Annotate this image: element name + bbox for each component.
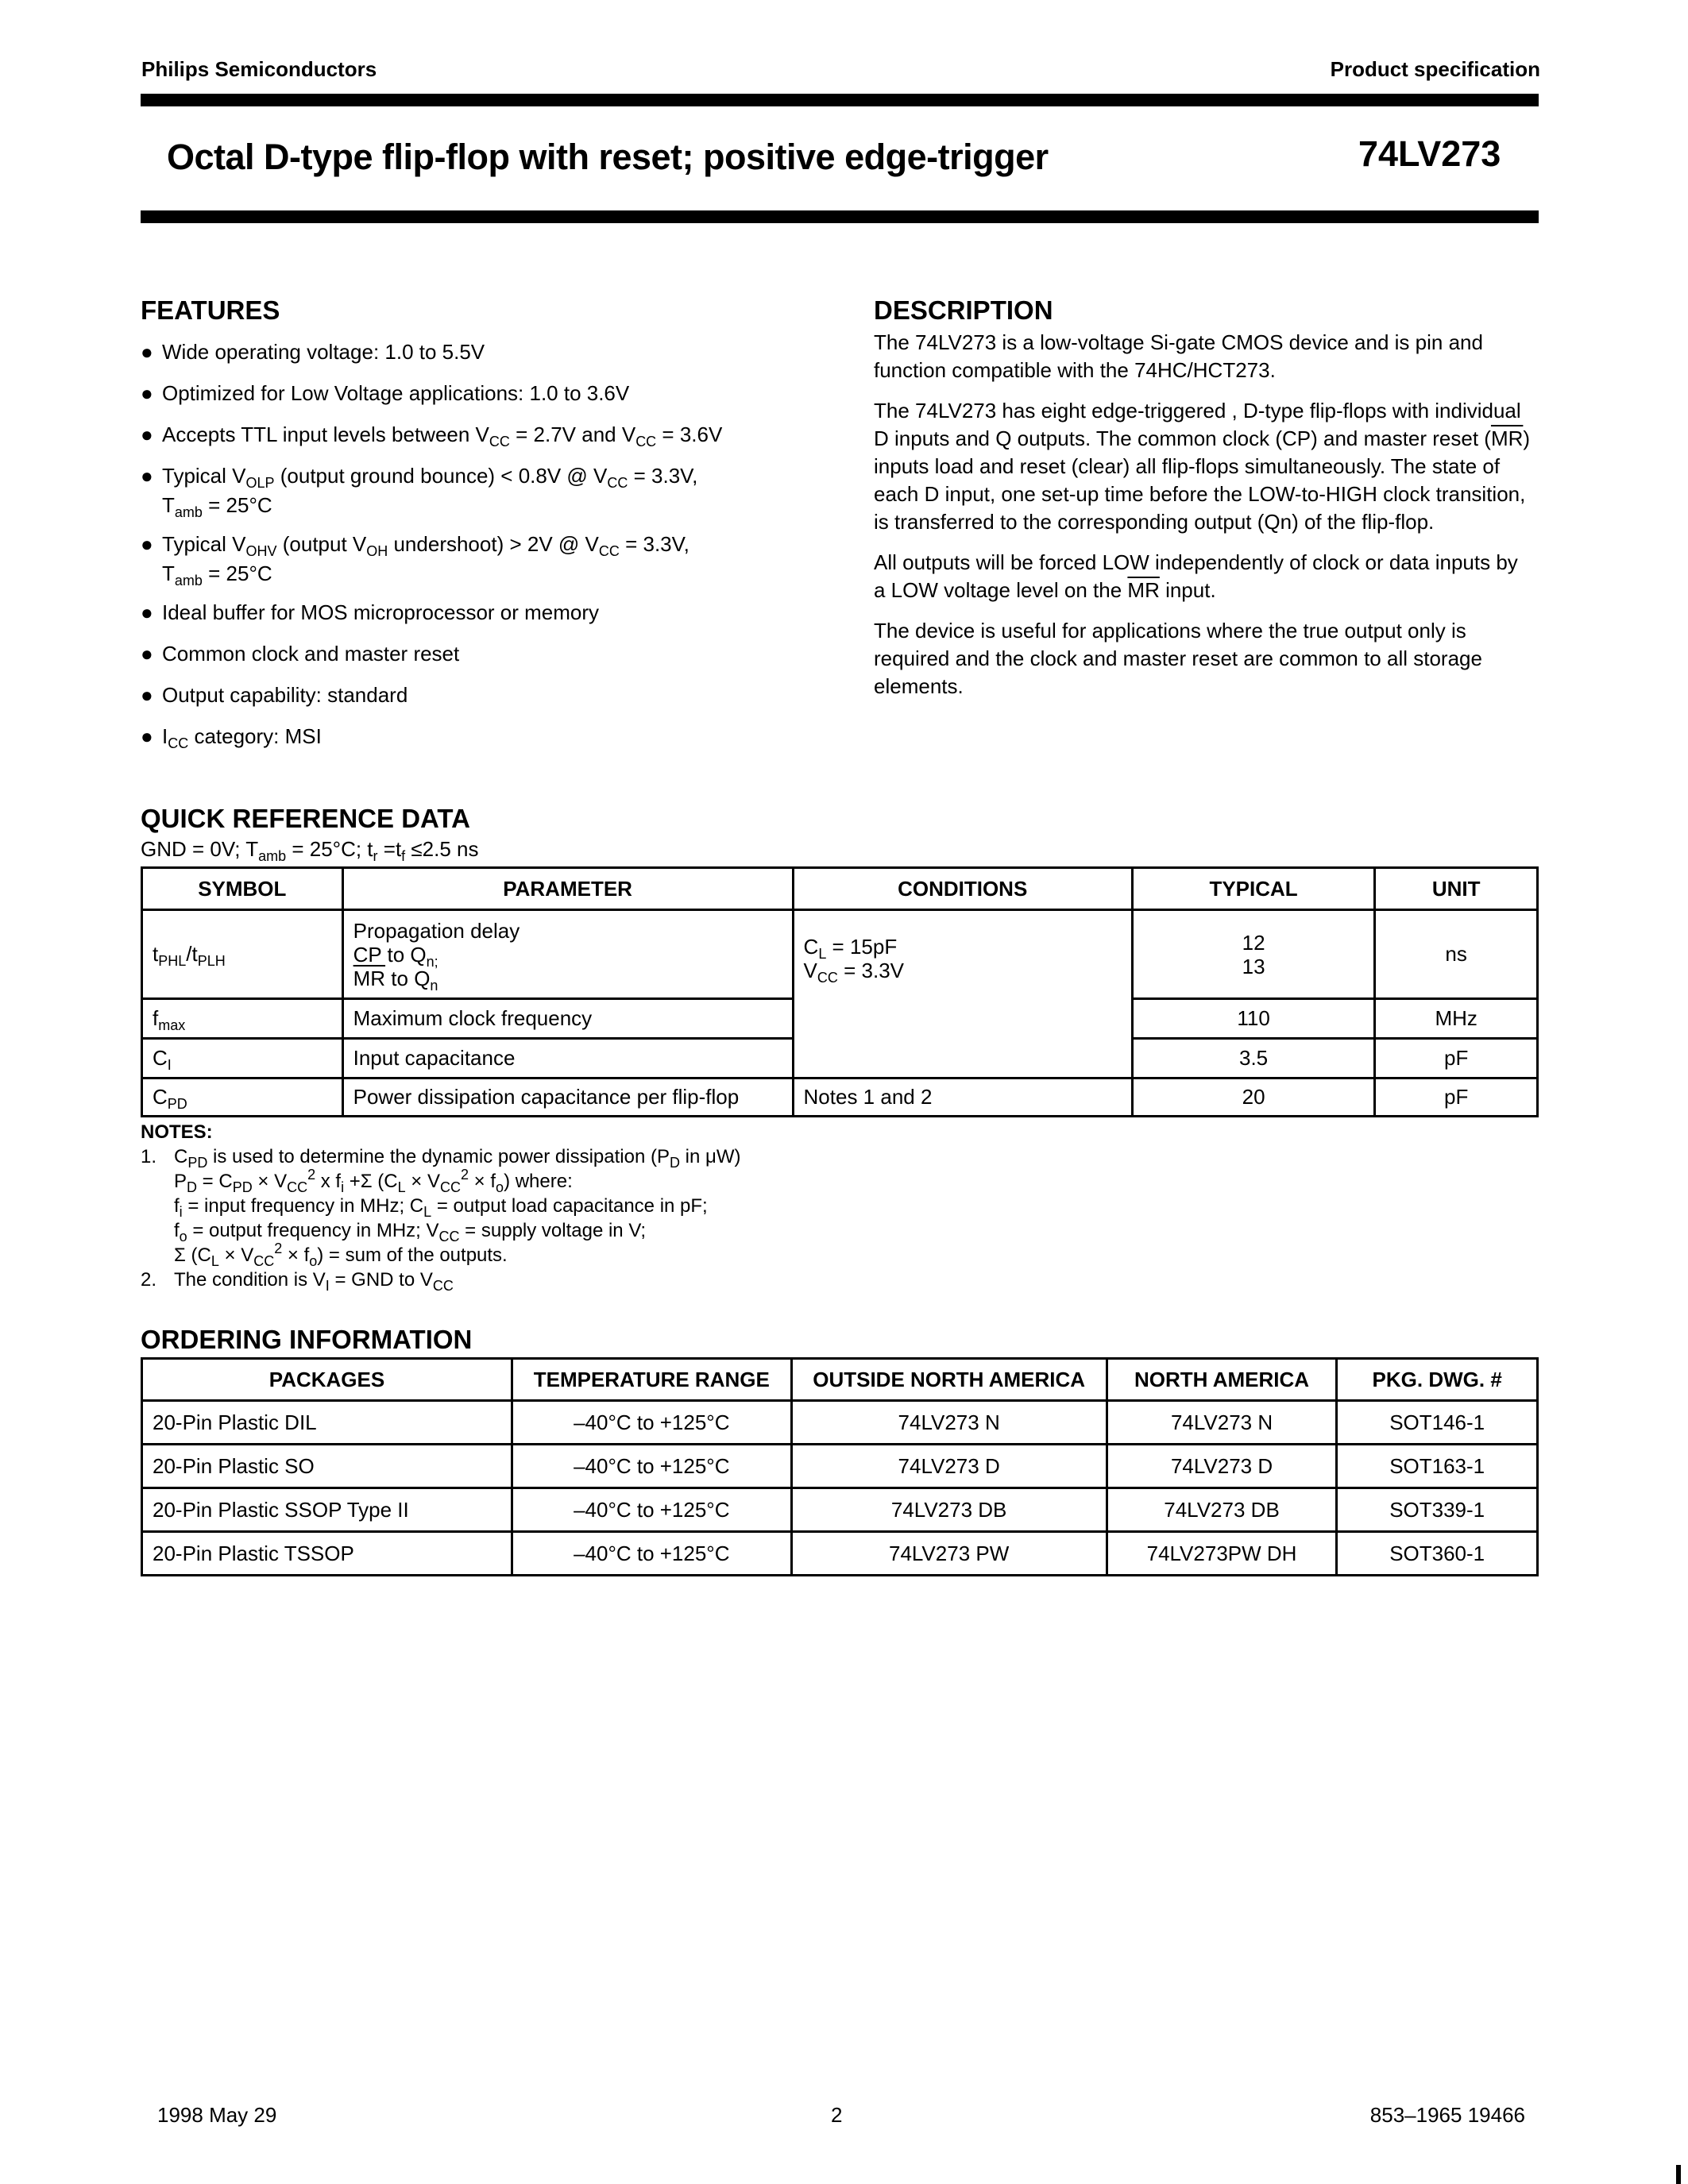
bullet-icon: ● xyxy=(141,423,153,446)
description-paragraph: All outputs will be forced LOW independently of clock or data inputs by a LOW voltage level on the $\overline{MR}$ input. xyxy=(874,550,1518,602)
temperature-cell: –40°C to +125°C xyxy=(512,1401,792,1445)
column-header: PKG. DWG. # xyxy=(1337,1359,1538,1401)
description-body xyxy=(874,329,1533,713)
quick-reference-heading: QUICK REFERENCE DATA xyxy=(141,804,470,833)
table-row xyxy=(142,1078,1538,1117)
table-header-row xyxy=(142,868,1538,910)
temperature-cell: –40°C to +125°C xyxy=(512,1488,792,1532)
package-cell: 20-Pin Plastic DIL xyxy=(142,1401,512,1445)
package-cell: 20-Pin Plastic SO xyxy=(142,1445,512,1488)
column-header: NORTH AMERICA xyxy=(1107,1359,1337,1401)
feature-item: ● Accepts TTL input levels between $V_{CC} = 2.7V$ and $V_{CC} = 3.6V$ xyxy=(141,420,856,450)
feature-item: ● Output capability: standard xyxy=(141,681,856,710)
table-header-row xyxy=(142,1359,1538,1401)
feature-item: ● Wide operating voltage: 1.0 to 5.5V xyxy=(141,338,856,367)
table-row xyxy=(142,1532,1538,1576)
north-america-cell: 74LV273 N xyxy=(1107,1401,1337,1445)
note-item: 1. $C_{PD}$ is used to determine the dynamic power dissipation ($P_D$ in μW) $P_D = C_{PD} \times V_{CC}^2$ x $f_i +\Sigma$ $(C_L \times V_{CC}^2 \times f_o)$ where: $f_i$ = input frequency in MHz; $C_L$ = output load capacitance in pF; $f_o$ = output frequency in MHz; $V_{CC}$ = supply voltage in V; Σ $(C_L \times V_{CC}^2 \times f_o)$ = sum of the outputs. xyxy=(141,1146,741,1269)
symbol-cell: $t_{PHL}/t_{PLH}$ xyxy=(142,910,343,999)
footer-date: 1998 May 29 xyxy=(157,2103,277,2127)
unit-cell: MHz xyxy=(1375,999,1538,1039)
bullet-icon: ● xyxy=(141,381,153,405)
ordering-heading: ORDERING INFORMATION xyxy=(141,1325,473,1354)
features-list xyxy=(141,338,856,763)
package-cell: 20-Pin Plastic TSSOP xyxy=(142,1532,512,1576)
feature-item: ● Typical $V_{OHV}$ (output $V_{OH}$ undershoot) > 2V @ $V_{CC} = 3.3V$, $T_{amb} = 25^\circ C$ xyxy=(141,530,856,588)
parameter-cell: Power dissipation capacitance per flip-flop xyxy=(342,1078,793,1117)
description-paragraph: The 74LV273 is a low-voltage Si-gate CMOS device and is pin and function compatible with the 74HC/HCT273. xyxy=(874,330,1483,382)
company-name: Philips Semiconductors xyxy=(141,57,377,81)
features-heading: FEATURES xyxy=(141,295,280,325)
title-rule xyxy=(141,210,1539,223)
typical-cell: 110 xyxy=(1132,999,1374,1039)
unit-cell: pF xyxy=(1375,1039,1538,1078)
column-header: CONDITIONS xyxy=(793,868,1132,910)
outside-na-cell: 74LV273 D xyxy=(791,1445,1107,1488)
bullet-icon: ● xyxy=(141,464,153,488)
unit-cell: pF xyxy=(1375,1078,1538,1117)
column-header: TEMPERATURE RANGE xyxy=(512,1359,792,1401)
parameter-cell: Propagation delay CP to $Q_{n;}$ $\overline{MR}$ to $Q_n$ xyxy=(342,910,793,999)
table-row xyxy=(142,1445,1538,1488)
crop-mark xyxy=(1676,2165,1681,2184)
column-header: UNIT xyxy=(1375,868,1538,910)
north-america-cell: 74LV273PW DH xyxy=(1107,1532,1337,1576)
table-row xyxy=(142,1488,1538,1532)
quick-reference-conditions: GND = 0V; $T_{amb} = 25^\circ C$; $t_r =t_f \le 2.5$ ns xyxy=(141,837,479,864)
outside-na-cell: 74LV273 PW xyxy=(791,1532,1107,1576)
symbol-cell: $f_{max}$ xyxy=(142,999,343,1039)
symbol-cell: $C_{PD}$ xyxy=(142,1078,343,1117)
bullet-icon: ● xyxy=(141,600,153,624)
note-item: 2. The condition is $V_I$ = GND to $V_{CC}$ xyxy=(141,1269,454,1294)
document-title: Octal D-type flip-flop with reset; positive edge-trigger xyxy=(167,137,1049,177)
pkg-dwg-cell: SOT339-1 xyxy=(1337,1488,1538,1532)
parameter-cell: Input capacitance xyxy=(342,1039,793,1078)
column-header: PACKAGES xyxy=(142,1359,512,1401)
outside-na-cell: 74LV273 N xyxy=(791,1401,1107,1445)
temperature-cell: –40°C to +125°C xyxy=(512,1532,792,1576)
description-heading: DESCRIPTION xyxy=(874,295,1053,325)
typical-cell: 3.5 xyxy=(1132,1039,1374,1078)
package-cell: 20-Pin Plastic SSOP Type II xyxy=(142,1488,512,1532)
part-number: 74LV273 xyxy=(1358,133,1501,174)
conditions-cell: Notes 1 and 2 xyxy=(793,1078,1132,1117)
notes-heading: NOTES: xyxy=(141,1121,213,1143)
symbol-cell: $C_I$ xyxy=(142,1039,343,1078)
column-header: TYPICAL xyxy=(1132,868,1374,910)
temperature-cell: –40°C to +125°C xyxy=(512,1445,792,1488)
typical-cell: 20 xyxy=(1132,1078,1374,1117)
north-america-cell: 74LV273 DB xyxy=(1107,1488,1337,1532)
column-header: OUTSIDE NORTH AMERICA xyxy=(791,1359,1107,1401)
unit-cell: ns xyxy=(1375,910,1538,999)
pkg-dwg-cell: SOT146-1 xyxy=(1337,1401,1538,1445)
page-number: 2 xyxy=(831,2103,843,2127)
conditions-cell: $C_L = 15pF$ $V_{CC} = 3.3V$ xyxy=(793,910,1132,1078)
north-america-cell: 74LV273 D xyxy=(1107,1445,1337,1488)
feature-item: ● Typical $V_{OLP}$ (output ground bounce) < 0.8V @ $V_{CC} = 3.3V$, $T_{amb} = 25^\circ C$ xyxy=(141,461,856,520)
table-row xyxy=(142,1401,1538,1445)
feature-item: ● $I_{CC}$ category: MSI xyxy=(141,722,856,751)
pkg-dwg-cell: SOT163-1 xyxy=(1337,1445,1538,1488)
document-type: Product specification xyxy=(1330,57,1540,81)
header-rule xyxy=(141,94,1539,106)
column-header: PARAMETER xyxy=(342,868,793,910)
feature-item: ● Ideal buffer for MOS microprocessor or memory xyxy=(141,598,856,627)
bullet-icon: ● xyxy=(141,642,153,666)
feature-item: ● Optimized for Low Voltage applications: 1.0 to 3.6V xyxy=(141,379,856,408)
ordering-table xyxy=(141,1357,1539,1576)
notes-block xyxy=(141,1120,935,1292)
bullet-icon: ● xyxy=(141,683,153,707)
feature-item: ● Common clock and master reset xyxy=(141,639,856,669)
pkg-dwg-cell: SOT360-1 xyxy=(1337,1532,1538,1576)
column-header: SYMBOL xyxy=(142,868,343,910)
parameter-cell: Maximum clock frequency xyxy=(342,999,793,1039)
typical-cell: 12 13 xyxy=(1132,910,1374,999)
outside-na-cell: 74LV273 DB xyxy=(791,1488,1107,1532)
bullet-icon: ● xyxy=(141,724,153,748)
bullet-icon: ● xyxy=(141,532,153,556)
quick-reference-table xyxy=(141,866,1539,1117)
table-row xyxy=(142,910,1538,999)
description-paragraph: The 74LV273 has eight edge-triggered , D-type flip-flops with individual D inputs and Q outputs. The common clock (CP) and master reset $(\overline{MR})$ inputs load and reset (clear) all flip-flops simultaneously. The state of each D input, one set-up time before the LOW-to-HIGH clock transition, is transferred to the corresponding output (Qn) of the flip-flop. xyxy=(874,399,1531,534)
description-paragraph: The device is useful for applications where the true output only is required and the clock and master reset are common to all storage elements. xyxy=(874,619,1482,698)
bullet-icon: ● xyxy=(141,340,153,364)
document-number: 853–1965 19466 xyxy=(1369,2103,1525,2127)
